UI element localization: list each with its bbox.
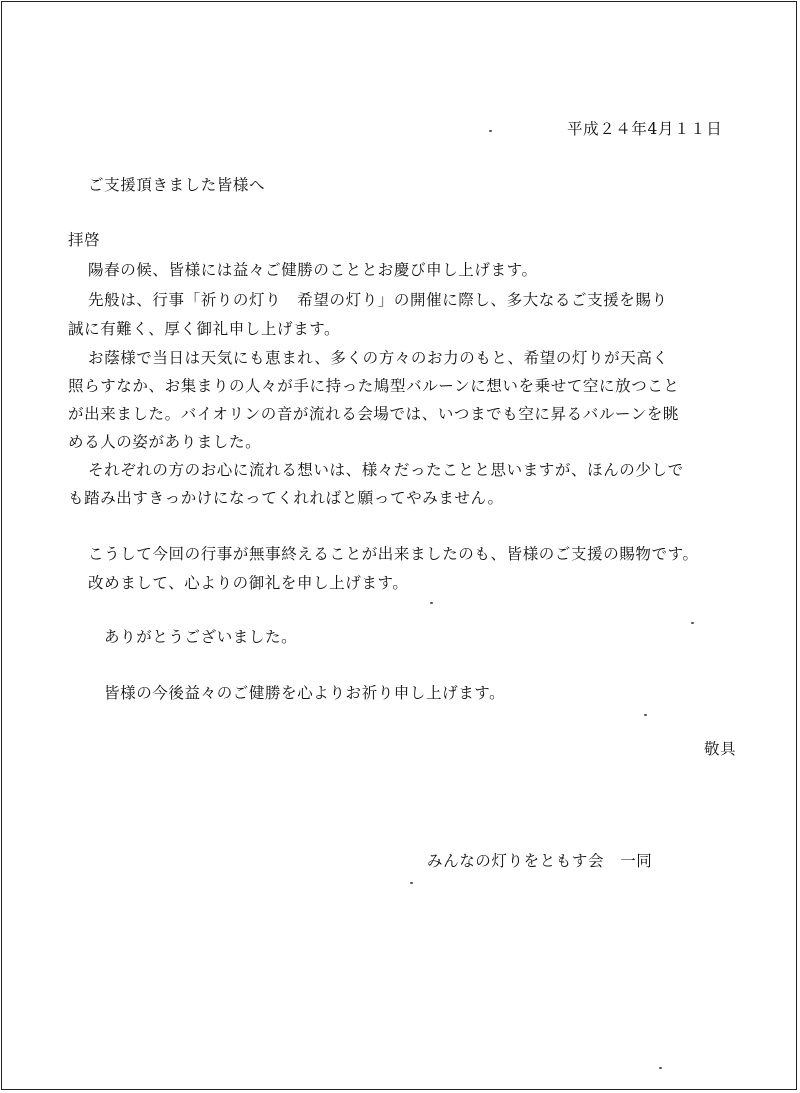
signature: みんなの灯りをともす会 一同 bbox=[427, 852, 653, 870]
scan-speck bbox=[691, 622, 694, 624]
scan-speck bbox=[644, 714, 647, 716]
letter-date: 平成２４年4月１１日 bbox=[567, 120, 723, 138]
body-line-8: それぞれの方のお心に流れる想いは、様々だったことと思いますが、ほんの少しで bbox=[88, 461, 684, 479]
scan-speck bbox=[410, 882, 413, 884]
body-line-1: 陽春の候、皆様には益々ご健勝のこととお慶び申し上げます。 bbox=[88, 261, 538, 279]
closing-keigu: 敬具 bbox=[704, 740, 737, 758]
wishes-line: 皆様の今後益々のご健勝を心よりお祈り申し上げます。 bbox=[104, 684, 506, 702]
body-line-10: こうして今回の行事が無事終えることが出来ましたのも、皆様のご支援の賜物です。 bbox=[88, 545, 699, 563]
thanks-line: ありがとうございました。 bbox=[104, 628, 298, 646]
body-line-4: お蔭様で当日は天気にも恵まれ、多くの方々のお力のもと、希望の灯りが天高く bbox=[88, 349, 669, 367]
letter-page bbox=[1, 1, 797, 1090]
scan-speck bbox=[659, 1067, 662, 1069]
addressee: ご支援頂きました皆様へ bbox=[88, 176, 266, 194]
opening-salutation: 拝啓 bbox=[68, 231, 101, 249]
body-line-3: 誠に有難く、厚く御礼申し上げます。 bbox=[68, 320, 341, 338]
scan-speck bbox=[489, 130, 492, 132]
scan-speck bbox=[430, 602, 433, 604]
body-line-2: 先般は、行事「祈りの灯り 希望の灯り」の開催に際し、多大なるご支援を賜り bbox=[88, 291, 668, 309]
body-line-11: 改めまして、心よりの御礼を申し上げます。 bbox=[88, 574, 409, 592]
body-line-6: が出来ました。バイオリンの音が流れる会場では、いつまでも空に昇るバルーンを眺 bbox=[68, 405, 680, 423]
body-line-9: も踏み出すきっかけになってくれればと願ってやみません。 bbox=[68, 489, 504, 507]
body-line-7: める人の姿がありました。 bbox=[68, 433, 262, 451]
body-line-5: 照らすなか、お集まりの人々が手に持った鳩型バルーンに想いを乗せて空に放つこと bbox=[68, 377, 680, 395]
